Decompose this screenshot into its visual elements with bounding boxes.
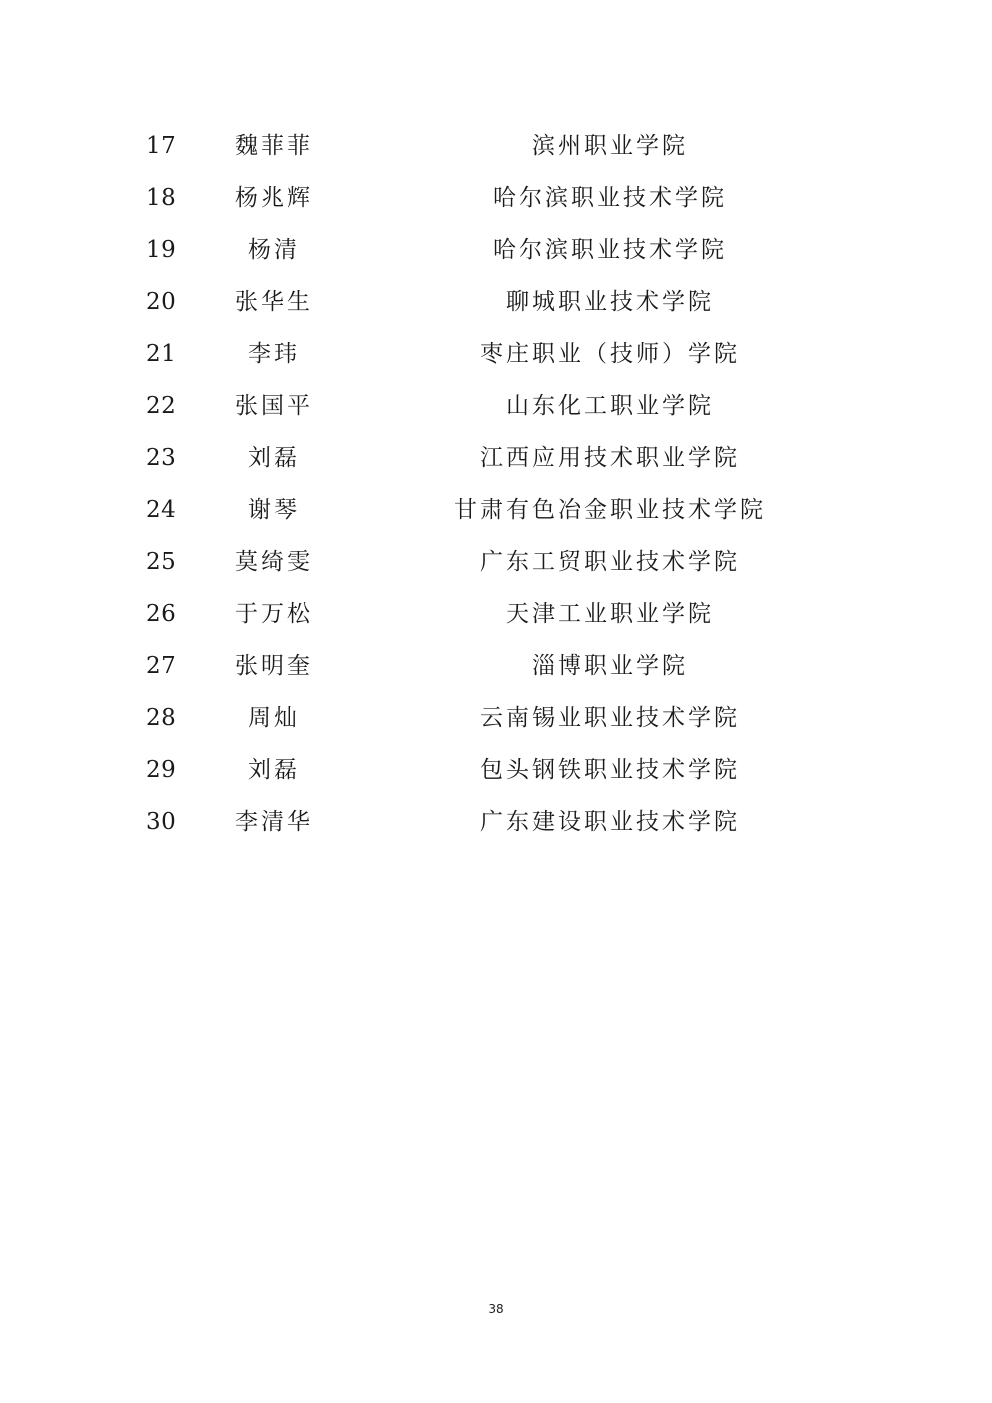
table-row — [0, 796, 992, 848]
table-row — [0, 224, 992, 276]
person-name: 张华生 — [235, 289, 313, 315]
row-number: 18 — [146, 185, 177, 211]
row-number: 22 — [146, 393, 177, 419]
school-name: 淄博职业学院 — [532, 653, 688, 679]
school-name: 滨州职业学院 — [532, 133, 688, 159]
table-row — [0, 432, 992, 484]
school-name: 广东工贸职业技术学院 — [480, 549, 740, 575]
table-row — [0, 692, 992, 744]
school-name: 云南锡业职业技术学院 — [480, 705, 740, 731]
person-name: 谢琴 — [248, 497, 300, 523]
row-number: 21 — [146, 341, 177, 367]
person-name: 刘磊 — [248, 757, 300, 783]
school-name: 哈尔滨职业技术学院 — [493, 237, 727, 263]
row-number: 17 — [146, 133, 177, 159]
award-list-table — [0, 120, 992, 848]
school-name: 甘肃有色冶金职业技术学院 — [454, 497, 766, 523]
row-number: 29 — [146, 757, 177, 783]
table-row — [0, 120, 992, 172]
table-row — [0, 484, 992, 536]
school-name: 哈尔滨职业技术学院 — [493, 185, 727, 211]
person-name: 刘磊 — [248, 445, 300, 471]
table-row — [0, 588, 992, 640]
row-number: 19 — [146, 237, 177, 263]
row-number: 23 — [146, 445, 177, 471]
person-name: 李玮 — [248, 341, 300, 367]
row-number: 25 — [146, 549, 177, 575]
table-row — [0, 536, 992, 588]
school-name: 枣庄职业（技师）学院 — [480, 341, 740, 367]
school-name: 山东化工职业学院 — [506, 393, 714, 419]
page-number: 38 — [488, 1302, 504, 1316]
person-name: 魏菲菲 — [235, 133, 313, 159]
person-name: 于万松 — [235, 601, 313, 627]
row-number: 27 — [146, 653, 177, 679]
person-name: 杨兆辉 — [235, 185, 313, 211]
table-row — [0, 328, 992, 380]
table-row — [0, 276, 992, 328]
table-row — [0, 744, 992, 796]
table-row — [0, 172, 992, 224]
school-name: 天津工业职业学院 — [506, 601, 714, 627]
row-number: 24 — [146, 497, 177, 523]
person-name: 李清华 — [235, 809, 313, 835]
person-name: 莫绮雯 — [235, 549, 313, 575]
person-name: 张国平 — [235, 393, 313, 419]
row-number: 30 — [146, 809, 177, 835]
school-name: 广东建设职业技术学院 — [480, 809, 740, 835]
row-number: 20 — [146, 289, 177, 315]
person-name: 周灿 — [248, 705, 300, 731]
row-number: 28 — [146, 705, 177, 731]
table-row — [0, 640, 992, 692]
row-number: 26 — [146, 601, 177, 627]
person-name: 张明奎 — [235, 653, 313, 679]
table-row — [0, 380, 992, 432]
school-name: 聊城职业技术学院 — [506, 289, 714, 315]
school-name: 江西应用技术职业学院 — [480, 445, 740, 471]
school-name: 包头钢铁职业技术学院 — [480, 757, 740, 783]
person-name: 杨清 — [248, 237, 300, 263]
